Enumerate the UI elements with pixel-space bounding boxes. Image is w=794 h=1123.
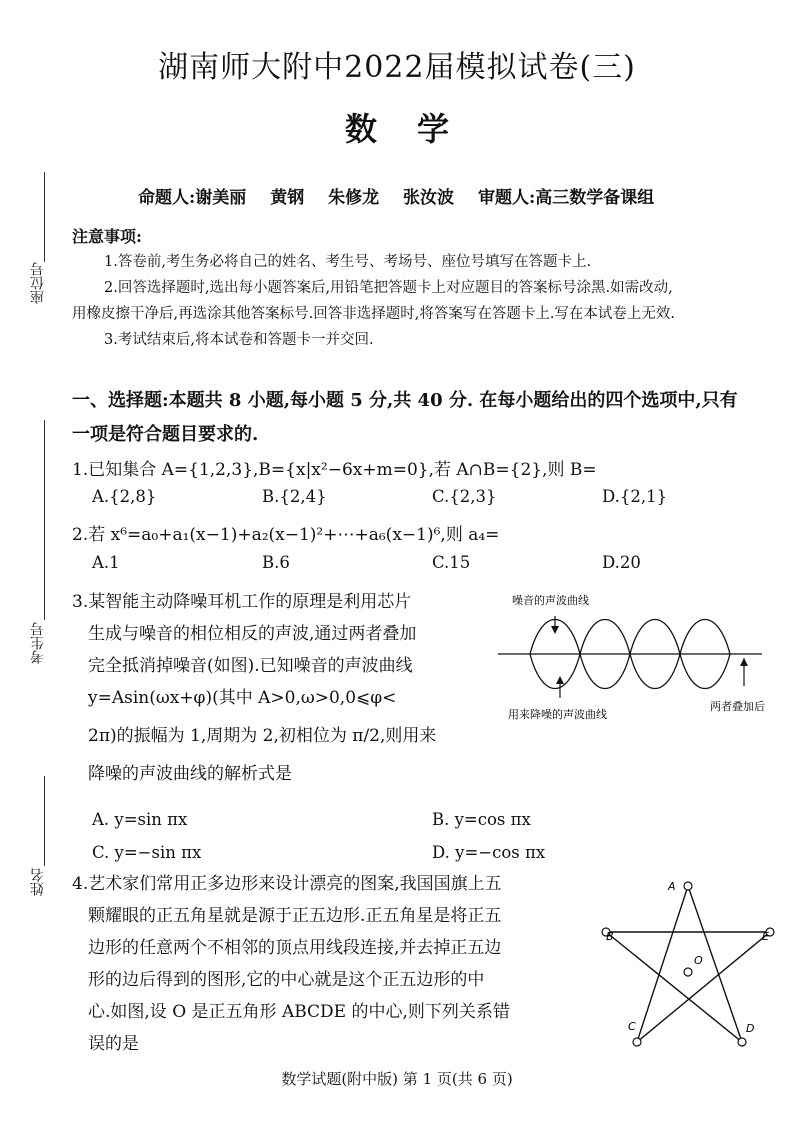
q3-option-d: D. y=−cos πx: [432, 843, 546, 862]
reviewer: 审题人:高三数学备课组: [477, 188, 655, 208]
sum-curve-label: 两者叠加后: [710, 700, 765, 713]
q2-option-c: C.15: [432, 553, 471, 572]
q1-option-c: C.{2,3}: [432, 487, 497, 506]
pentagram-figure: [592, 872, 788, 1052]
question-2-stem: 2.若 x⁶=a₀+a₁(x−1)+a₂(x−1)²+⋯+a₆(x−1)⁶,则 a₄=: [72, 525, 500, 545]
notice-item: 3.考试结束后,将本试卷和答题卡一并交回.: [104, 332, 374, 348]
vertex-label-b: B: [606, 930, 614, 943]
page-footer: 数学试题(附中版) 第 1 页(共 6 页): [281, 1070, 513, 1088]
notice-item: 2.回答选择题时,选出每小题答案后,用铅笔把答题卡上对应题目的答案标号涂黑.如需改动,: [104, 280, 673, 296]
q2-option-b: B.6: [262, 553, 290, 572]
q1-option-a: A.{2,8}: [92, 487, 157, 506]
author: 命题人:谢美丽: [138, 188, 247, 208]
question-3-stem: 3.某智能主动降噪耳机工作的原理是利用芯片 生成与噪音的相位相反的声波,通过两者叠加 完全抵消掉噪音(如图).已知噪音的声波曲线 y=Asin(ωx+φ)(其中 A>0,ω>0,0⩽φ< 2π)的振幅为 1,周期为 2,初相位为 π/2,则用来 降噪的声波曲线的解析式是: [72, 592, 437, 784]
author-line: [138, 183, 672, 208]
q3-option-b: B. y=cos πx: [432, 810, 531, 829]
q2-option-d: D.20: [602, 553, 641, 572]
author: 朱修龙: [328, 188, 380, 208]
margin-line: [44, 172, 45, 262]
author: 黄钢: [270, 188, 305, 208]
q2-option-a: A.1: [92, 553, 120, 572]
vertex-label-e: E: [762, 930, 769, 943]
notice-item: 用橡皮擦干净后,再选涂其他答案标号.回答非选择题时,将答案写在答题卡上.写在本试卷上无效.: [72, 306, 676, 322]
name-label: 姓名: [30, 868, 46, 896]
margin-line: [44, 420, 45, 620]
vertex-label-c: C: [628, 1020, 636, 1033]
q3-option-c: C. y=−sin πx: [92, 843, 202, 862]
margin-line: [44, 776, 45, 866]
question-4-stem: 4.艺术家们常用正多边形来设计漂亮的图案,我国国旗上五 颗耀眼的正五角星就是源于正五边形.正五角星是将正五 边形的任意两个不相邻的顶点用线段连接,并去掉正五边 形的边后得到的图形,它的中心就是这个正五边形的中 心.如图,设 O 是正五角形 ABCDE 的中心,则下列关系错 误的是: [72, 874, 510, 1054]
seat-number-label: 座位号: [30, 262, 46, 304]
notice-title: 注意事项:: [72, 227, 142, 246]
q1-option-b: B.{2,4}: [262, 487, 327, 506]
notice-item: 1.答卷前,考生务必将自己的姓名、考生号、考场号、座位号填写在答题卡上.: [104, 254, 592, 270]
exam-title: 湖南师大附中2022届模拟试卷(三): [158, 50, 636, 85]
noise-curve-label: 噪音的声波曲线: [512, 594, 589, 607]
cancel-curve-label: 用来降噪的声波曲线: [508, 708, 607, 721]
exam-number-label: 考生号: [30, 622, 46, 664]
question-1-stem: 1.已知集合 A={1,2,3},B={x|x²−6x+m=0},若 A∩B={2},则 B=: [72, 460, 597, 480]
noise-cancel-figure: [490, 588, 780, 728]
section-heading: 一、选择题:本题共 8 小题,每小题 5 分,共 40 分. 在每小题给出的四个选项中,只有 一项是符合题目要求的.: [72, 390, 738, 445]
q3-option-a: A. y=sin πx: [92, 810, 188, 829]
vertex-label-d: D: [746, 1022, 755, 1035]
subject-title: 数学: [344, 110, 489, 148]
center-label-o: O: [694, 954, 703, 967]
author: 张汝波: [403, 188, 455, 208]
q1-option-d: D.{2,1}: [602, 487, 668, 506]
vertex-label-a: A: [668, 880, 676, 893]
